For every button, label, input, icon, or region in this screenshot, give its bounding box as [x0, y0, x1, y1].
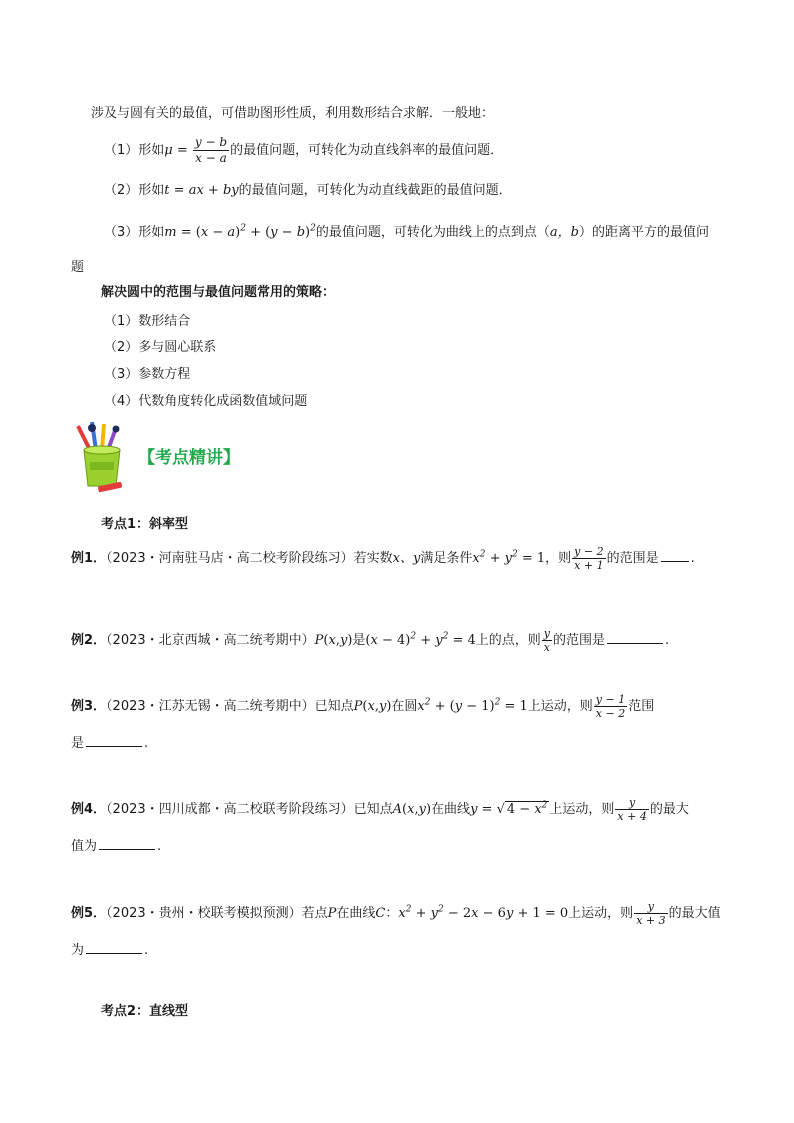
strategy-item-1: （1）数形结合	[104, 314, 191, 329]
point-1-title: 考点1：斜率型	[101, 517, 189, 532]
example-4-wrap: 值为 .	[71, 839, 162, 854]
intro-item-1: （1）形如μ = $\frac{y - b}{x - a}$ 的最值问题，可转化为动直线斜率的最值问题．	[104, 135, 504, 165]
formula-t: t = ax + by	[164, 183, 239, 198]
intro-item-3-wrap: 题	[71, 260, 85, 275]
example-3-wrap: 是 .	[71, 736, 149, 751]
example-3: 例3．（2023・江苏无锡・高二统考期中）已知点P(x,y)在圆$x^2 + (y - 1)^2 = 1$上运动，则 $\frac{y - 1}{x - 2}$ 范围	[71, 693, 655, 720]
answer-blank[interactable]	[86, 734, 142, 747]
pencil-cup-icon	[70, 420, 136, 496]
answer-blank[interactable]	[99, 837, 155, 850]
strategy-item-2: （2）多与圆心联系	[104, 340, 217, 355]
answer-blank[interactable]	[661, 549, 689, 562]
answer-blank[interactable]	[86, 941, 142, 954]
intro-lead: 涉及与圆有关的最值，可借助图形性质，利用数形结合求解．一般地：	[91, 106, 495, 121]
example-4: 例4．（2023・四川成都・高二校联考阶段练习）已知点A(x,y)在曲线y = √ $4 - x^2$ 上运动，则 $\frac{y}{x + 4}$ 的最大	[71, 796, 689, 823]
intro-item-2: （2）形如t = ax + by的最值问题，可转化为动直线截距的最值问题．	[104, 183, 512, 198]
point-2-title: 考点2：直线型	[101, 1004, 189, 1019]
formula-m: $m = (x - a)^2 + (y - b)^2$	[164, 223, 316, 240]
formula-mu: μ = $\frac{y - b}{x - a}$	[164, 135, 228, 165]
strategy-item-4: （4）代数角度转化成函数值域问题	[104, 394, 308, 409]
example-2: 例2．（2023・北京西城・高二统考期中）P(x,y)是$(x - 4)^2 + y^2 = 4$上的点，则 $\frac{y}{x}$ 的范围是 .	[71, 627, 670, 654]
example-5-wrap: 为 .	[71, 943, 149, 958]
example-1: 例1．（2023・河南驻马店・高二校考阶段练习）若实数x、y满足条件$x^2 + y^2 = 1$，则 $\frac{y - 2}{x + 1}$ 的范围是 .	[71, 545, 695, 572]
example-5: 例5．（2023・贵州・校联考模拟预测）若点P在曲线C：$x^2 + y^2 - 2x - 6y + 1 = 0$上运动，则 $\frac{y}{x + 3}$ 的最大值	[71, 900, 721, 927]
answer-blank[interactable]	[607, 631, 663, 644]
intro-item-3: （3）形如$m = (x - a)^2 + (y - b)^2$的最值问题，可转化为曲线上的点到点（a，b）的距离平方的最值问	[104, 223, 709, 240]
strategy-title: 解决圆中的范围与最值问题常用的策略：	[101, 285, 336, 300]
strategy-item-3: （3）参数方程	[104, 367, 191, 382]
section-heading: 【考点精讲】	[138, 448, 240, 468]
